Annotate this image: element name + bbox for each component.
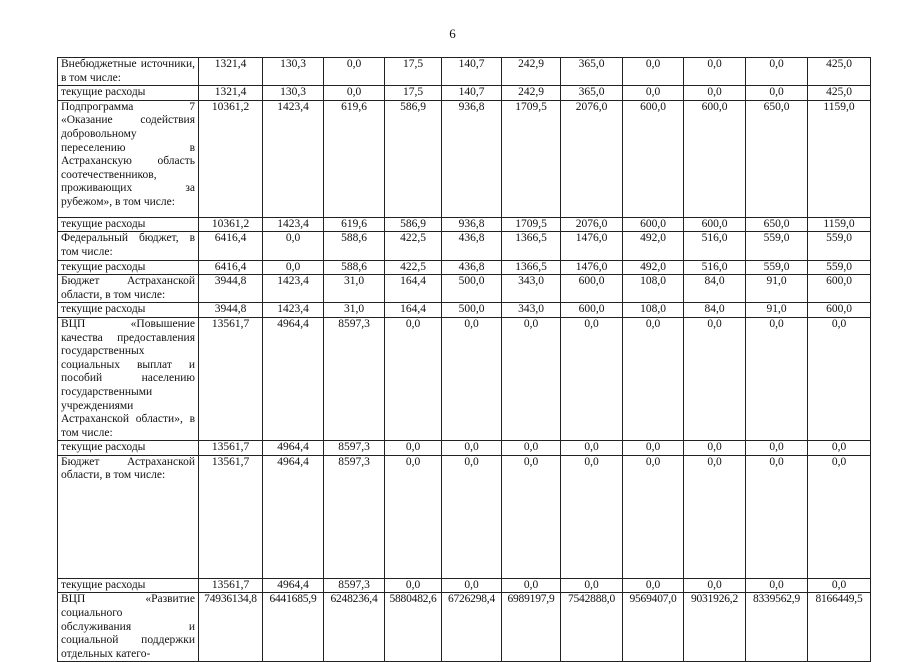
value-cell: 0,0 <box>324 58 385 86</box>
value-cell: 600,0 <box>623 217 684 232</box>
value-cell: 0,0 <box>623 578 684 593</box>
value-cell: 0,0 <box>561 317 623 440</box>
value-cell: 13561,7 <box>199 317 263 440</box>
value-cell: 140,7 <box>442 58 502 86</box>
value-cell: 559,0 <box>808 232 871 260</box>
value-cell: 0,0 <box>623 455 684 578</box>
value-cell: 936,8 <box>442 217 502 232</box>
value-cell: 91,0 <box>746 275 808 303</box>
value-cell: 588,6 <box>324 260 385 275</box>
value-cell: 559,0 <box>746 260 808 275</box>
table-row <box>58 86 871 101</box>
table-row <box>58 593 871 662</box>
value-cell: 31,0 <box>324 303 385 318</box>
table-row <box>58 303 871 318</box>
value-cell: 500,0 <box>442 275 502 303</box>
value-cell: 516,0 <box>684 232 746 260</box>
value-cell: 436,8 <box>442 260 502 275</box>
value-cell: 0,0 <box>263 232 324 260</box>
value-cell: 6248236,4 <box>324 593 385 662</box>
value-cell: 4964,4 <box>263 455 324 578</box>
value-cell: 0,0 <box>808 578 871 593</box>
value-cell: 1321,4 <box>199 86 263 101</box>
value-cell: 0,0 <box>561 578 623 593</box>
value-cell: 10361,2 <box>199 100 263 217</box>
value-cell: 8597,3 <box>324 317 385 440</box>
value-cell: 2076,0 <box>561 100 623 217</box>
value-cell: 0,0 <box>746 455 808 578</box>
value-cell: 108,0 <box>623 303 684 318</box>
value-cell: 6989197,9 <box>502 593 561 662</box>
value-cell: 0,0 <box>442 455 502 578</box>
value-cell: 10361,2 <box>199 217 263 232</box>
value-cell: 0,0 <box>502 578 561 593</box>
row-label: Федеральный бюджет, в том числе: <box>58 232 199 260</box>
value-cell: 0,0 <box>623 317 684 440</box>
value-cell: 0,0 <box>684 317 746 440</box>
value-cell: 600,0 <box>684 100 746 217</box>
value-cell: 425,0 <box>808 86 871 101</box>
table-row <box>58 217 871 232</box>
value-cell: 8339562,9 <box>746 593 808 662</box>
value-cell: 17,5 <box>385 86 442 101</box>
row-label: текущие расходы <box>58 217 199 232</box>
value-cell: 0,0 <box>502 441 561 456</box>
value-cell: 9569407,0 <box>623 593 684 662</box>
value-cell: 13561,7 <box>199 578 263 593</box>
value-cell: 130,3 <box>263 86 324 101</box>
table-row <box>58 317 871 440</box>
value-cell: 0,0 <box>385 455 442 578</box>
value-cell: 0,0 <box>385 578 442 593</box>
value-cell: 0,0 <box>746 86 808 101</box>
value-cell: 365,0 <box>561 86 623 101</box>
value-cell: 0,0 <box>684 455 746 578</box>
row-label: Бюджет Астраханской области, в том числе: <box>58 275 199 303</box>
value-cell: 0,0 <box>263 260 324 275</box>
value-cell: 586,9 <box>385 100 442 217</box>
value-cell: 1709,5 <box>502 217 561 232</box>
value-cell: 31,0 <box>324 275 385 303</box>
value-cell: 242,9 <box>502 86 561 101</box>
row-label: ВЦП «Повышение качества предоставления государственных социальных выплат и пособий населению государственными учреждениями Астраханской области», в том числе: <box>58 317 199 440</box>
value-cell: 0,0 <box>623 58 684 86</box>
value-cell: 0,0 <box>684 578 746 593</box>
value-cell: 1476,0 <box>561 260 623 275</box>
row-label: текущие расходы <box>58 260 199 275</box>
value-cell: 0,0 <box>746 578 808 593</box>
value-cell: 0,0 <box>442 317 502 440</box>
value-cell: 1159,0 <box>808 100 871 217</box>
value-cell: 516,0 <box>684 260 746 275</box>
value-cell: 84,0 <box>684 303 746 318</box>
value-cell: 600,0 <box>808 275 871 303</box>
value-cell: 2076,0 <box>561 217 623 232</box>
value-cell: 4964,4 <box>263 317 324 440</box>
table-row <box>58 100 871 217</box>
value-cell: 0,0 <box>746 58 808 86</box>
value-cell: 0,0 <box>502 317 561 440</box>
value-cell: 0,0 <box>746 441 808 456</box>
value-cell: 130,3 <box>263 58 324 86</box>
value-cell: 164,4 <box>385 275 442 303</box>
value-cell: 559,0 <box>746 232 808 260</box>
value-cell: 650,0 <box>746 100 808 217</box>
table-row <box>58 260 871 275</box>
value-cell: 1423,4 <box>263 100 324 217</box>
value-cell: 1423,4 <box>263 217 324 232</box>
value-cell: 13561,7 <box>199 441 263 456</box>
value-cell: 0,0 <box>385 317 442 440</box>
value-cell: 0,0 <box>684 86 746 101</box>
value-cell: 8597,3 <box>324 455 385 578</box>
value-cell: 600,0 <box>561 303 623 318</box>
value-cell: 0,0 <box>502 455 561 578</box>
budget-table <box>57 57 871 662</box>
value-cell: 6416,4 <box>199 260 263 275</box>
value-cell: 600,0 <box>684 217 746 232</box>
value-cell: 492,0 <box>623 260 684 275</box>
value-cell: 242,9 <box>502 58 561 86</box>
value-cell: 492,0 <box>623 232 684 260</box>
value-cell: 650,0 <box>746 217 808 232</box>
value-cell: 1159,0 <box>808 217 871 232</box>
table-row <box>58 441 871 456</box>
page-number: 6 <box>449 26 456 41</box>
value-cell: 140,7 <box>442 86 502 101</box>
value-cell: 365,0 <box>561 58 623 86</box>
value-cell: 4964,4 <box>263 578 324 593</box>
value-cell: 3944,8 <box>199 275 263 303</box>
value-cell: 600,0 <box>623 100 684 217</box>
table-row <box>58 275 871 303</box>
value-cell: 1476,0 <box>561 232 623 260</box>
value-cell: 17,5 <box>385 58 442 86</box>
value-cell: 6726298,4 <box>442 593 502 662</box>
value-cell: 425,0 <box>808 58 871 86</box>
table-row <box>58 58 871 86</box>
value-cell: 1366,5 <box>502 260 561 275</box>
value-cell: 600,0 <box>808 303 871 318</box>
value-cell: 619,6 <box>324 217 385 232</box>
value-cell: 1366,5 <box>502 232 561 260</box>
value-cell: 91,0 <box>746 303 808 318</box>
value-cell: 0,0 <box>623 441 684 456</box>
value-cell: 5880482,6 <box>385 593 442 662</box>
row-label: Подпрограмма 7 «Оказание содействия добровольному переселению в Астраханскую область соотечественников, проживающих за рубежом», в том числе: <box>58 100 199 217</box>
value-cell: 422,5 <box>385 232 442 260</box>
row-label: Бюджет Астраханской области, в том числе: <box>58 455 199 578</box>
value-cell: 1423,4 <box>263 303 324 318</box>
value-cell: 0,0 <box>561 441 623 456</box>
value-cell: 0,0 <box>442 441 502 456</box>
value-cell: 164,4 <box>385 303 442 318</box>
value-cell: 0,0 <box>385 441 442 456</box>
value-cell: 74936134,8 <box>199 593 263 662</box>
value-cell: 619,6 <box>324 100 385 217</box>
value-cell: 6416,4 <box>199 232 263 260</box>
value-cell: 0,0 <box>623 86 684 101</box>
value-cell: 343,0 <box>502 275 561 303</box>
value-cell: 1423,4 <box>263 275 324 303</box>
table-row <box>58 578 871 593</box>
value-cell: 0,0 <box>442 578 502 593</box>
value-cell: 6441685,9 <box>263 593 324 662</box>
value-cell: 7542888,0 <box>561 593 623 662</box>
value-cell: 588,6 <box>324 232 385 260</box>
value-cell: 0,0 <box>684 441 746 456</box>
value-cell: 343,0 <box>502 303 561 318</box>
value-cell: 8166449,5 <box>808 593 871 662</box>
value-cell: 0,0 <box>808 441 871 456</box>
value-cell: 586,9 <box>385 217 442 232</box>
value-cell: 422,5 <box>385 260 442 275</box>
value-cell: 108,0 <box>623 275 684 303</box>
value-cell: 559,0 <box>808 260 871 275</box>
row-label: текущие расходы <box>58 86 199 101</box>
value-cell: 936,8 <box>442 100 502 217</box>
value-cell: 13561,7 <box>199 455 263 578</box>
value-cell: 3944,8 <box>199 303 263 318</box>
table-row <box>58 232 871 260</box>
value-cell: 0,0 <box>561 455 623 578</box>
value-cell: 1709,5 <box>502 100 561 217</box>
row-label: текущие расходы <box>58 303 199 318</box>
value-cell: 0,0 <box>324 86 385 101</box>
value-cell: 600,0 <box>561 275 623 303</box>
row-label: текущие расходы <box>58 578 199 593</box>
row-label: текущие расходы <box>58 441 199 456</box>
value-cell: 8597,3 <box>324 441 385 456</box>
value-cell: 84,0 <box>684 275 746 303</box>
value-cell: 436,8 <box>442 232 502 260</box>
value-cell: 0,0 <box>808 455 871 578</box>
value-cell: 9031926,2 <box>684 593 746 662</box>
row-label: Внебюджетные источники, в том числе: <box>58 58 199 86</box>
value-cell: 0,0 <box>684 58 746 86</box>
value-cell: 500,0 <box>442 303 502 318</box>
table-row <box>58 455 871 578</box>
value-cell: 0,0 <box>746 317 808 440</box>
row-label: ВЦП «Развитие социального обслуживания и социальной поддержки отдельных катего- <box>58 593 199 662</box>
value-cell: 4964,4 <box>263 441 324 456</box>
value-cell: 8597,3 <box>324 578 385 593</box>
value-cell: 0,0 <box>808 317 871 440</box>
value-cell: 1321,4 <box>199 58 263 86</box>
